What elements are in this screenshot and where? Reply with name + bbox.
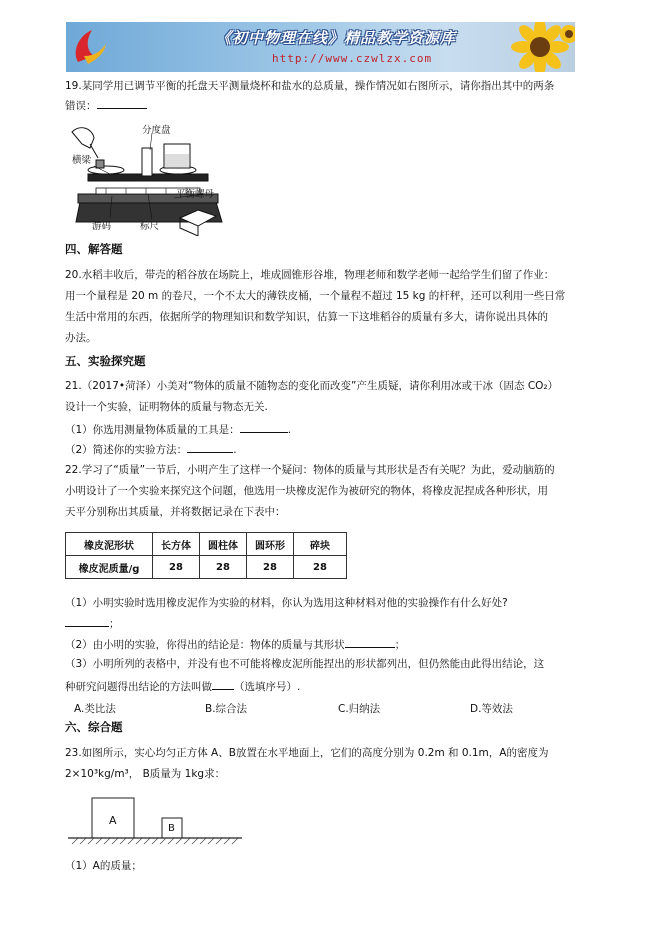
q22-sub2-blank[interactable] — [345, 636, 395, 648]
banner-title: 《初中物理在线》精品教学资源库 — [216, 29, 457, 47]
option-a[interactable]: A.类比法 — [74, 703, 116, 715]
q21-text-line1: 21.（2017•菏泽）小美对“物体的质量不随物态的变化而改变”产生质疑，请你利用冰或干冰（固态 CO₂） — [65, 380, 559, 392]
label-nut: 平衡螺母 — [176, 189, 215, 200]
q21-sub1-end: . — [287, 424, 292, 436]
q22-sub3-end: （选填序号）. — [234, 681, 301, 693]
q20-text-line2: 用一个量程是 20 m 的卷尺，一个不太大的薄铁皮桶，一个量程不超过 15 kg 的杆秤，还可以利用一些日常 — [65, 290, 566, 302]
table-row — [66, 533, 347, 556]
table-header-cell: 长方体 — [153, 533, 200, 556]
sunflower-icon — [485, 22, 575, 72]
logo-icon — [70, 26, 110, 68]
q22-sub3-blank[interactable] — [212, 678, 234, 690]
q22-sub1-text: （1）小明实验时选用橡皮泥作为实验的材料，你认为选用这种材料对他的实验操作有什么好处? — [65, 597, 508, 609]
q22-sub2 — [65, 636, 405, 652]
q21-sub2-label: （2）简述你的实验方法： — [65, 444, 188, 456]
q22-sub3-label: 种研究问题得出结论的方法叫做 — [65, 681, 212, 693]
q20-text-line3: 生活中常用的东西，依据所学的物理知识和数学知识，估算一下这堆稻谷的质量有多大，请你说出具体的 — [65, 311, 548, 323]
q23-sub1: （1）A的质量； — [65, 860, 142, 872]
q19-text-line2 — [65, 97, 147, 113]
q21-sub1 — [65, 421, 291, 437]
table-cell: 28 — [153, 556, 200, 579]
table-cell: 28 — [294, 556, 347, 579]
section-heading-6: 六、综合题 — [65, 720, 123, 734]
label-rider: 游码 — [92, 221, 112, 232]
q22-sub3-line2 — [65, 678, 300, 694]
q20-text-line4: 办法。 — [65, 332, 97, 344]
q21-sub1-label: （1）你选用测量物体质量的工具是： — [65, 424, 240, 436]
q21-sub2-end: . — [233, 444, 237, 456]
q21-sub2 — [65, 441, 237, 457]
q22-text-line2: 小明设计了一个实验来探究这个问题，他选用一块橡皮泥作为被研究的物体，将橡皮泥捏成各种形状，用 — [65, 485, 548, 497]
q23-text-line1: 23.如图所示，实心均匀正方体 A、B放置在水平地面上，它们的高度分别为 0.2m 和 0.1m，A的密度为 — [65, 747, 549, 759]
cube-b-label: B — [168, 823, 175, 834]
q22-text-line3: 天平分别称出其质量，并将数据记录在下表中： — [65, 506, 286, 518]
cube-a-label: A — [109, 814, 117, 827]
data-table — [65, 532, 347, 579]
q21-text-line2: 设计一个实验，证明物体的质量与物态无关. — [65, 401, 268, 413]
q22-sub2-end: ； — [394, 639, 406, 651]
section-heading-5: 五、实验探究题 — [65, 354, 146, 368]
q23-text-line2: 2×10³kg/m³， B质量为 1kg求： — [65, 768, 226, 780]
section-heading-4: 四、解答题 — [65, 242, 123, 256]
label-beam: 横梁 — [72, 155, 92, 166]
q19-answer-blank[interactable] — [97, 97, 147, 109]
q19-label: 错误： — [65, 100, 97, 112]
header-banner — [66, 22, 575, 72]
table-row — [66, 556, 347, 579]
q21-sub2-blank[interactable] — [187, 441, 233, 453]
label-scale: 标尺 — [140, 221, 160, 232]
option-d[interactable]: D.等效法 — [470, 703, 513, 715]
table-header-cell: 圆环形 — [247, 533, 294, 556]
q22-sub1-answer — [65, 615, 120, 631]
q22-sub1-end: ； — [109, 618, 120, 630]
option-c[interactable]: C.归纳法 — [338, 703, 381, 715]
table-header-cell: 碎块 — [294, 533, 347, 556]
option-b[interactable]: B.综合法 — [205, 703, 248, 715]
table-header-cell: 橡皮泥形状 — [66, 533, 153, 556]
q22-sub1-blank[interactable] — [65, 615, 109, 627]
q22-sub2-label: （2）由小明的实验，你得出的结论是：物体的质量与其形状 — [65, 639, 345, 651]
table-cell: 28 — [247, 556, 294, 579]
q20-text-line1: 20.水稻丰收后，带壳的稻谷放在场院上，堆成圆锥形谷堆，物理老师和数学老师一起给学生们留了作业： — [65, 269, 555, 281]
table-header-cell: 圆柱体 — [200, 533, 247, 556]
table-cell: 橡皮泥质量/g — [66, 556, 153, 579]
q22-sub3-text-line1: （3）小明所列的表格中，并没有也不可能将橡皮泥所能捏出的形状都列出，但仍然能由此得出结论，这 — [65, 658, 545, 670]
label-dial: 分度盘 — [142, 125, 171, 136]
q21-sub1-blank[interactable] — [240, 421, 288, 433]
q19-text-line1: 19.某同学用已调节平衡的托盘天平测量烧杯和盐水的总质量，操作情况如右图所示，请你指出其中的两条 — [65, 80, 555, 92]
q22-text-line1: 22.学习了“质量”一节后，小明产生了这样一个疑问：物体的质量与其形状是否有关呢？为此，爱动脑筋的 — [65, 464, 555, 476]
cubes-figure — [66, 790, 246, 846]
table-cell: 28 — [200, 556, 247, 579]
banner-url: http://www.czwlzx.com — [272, 52, 433, 65]
